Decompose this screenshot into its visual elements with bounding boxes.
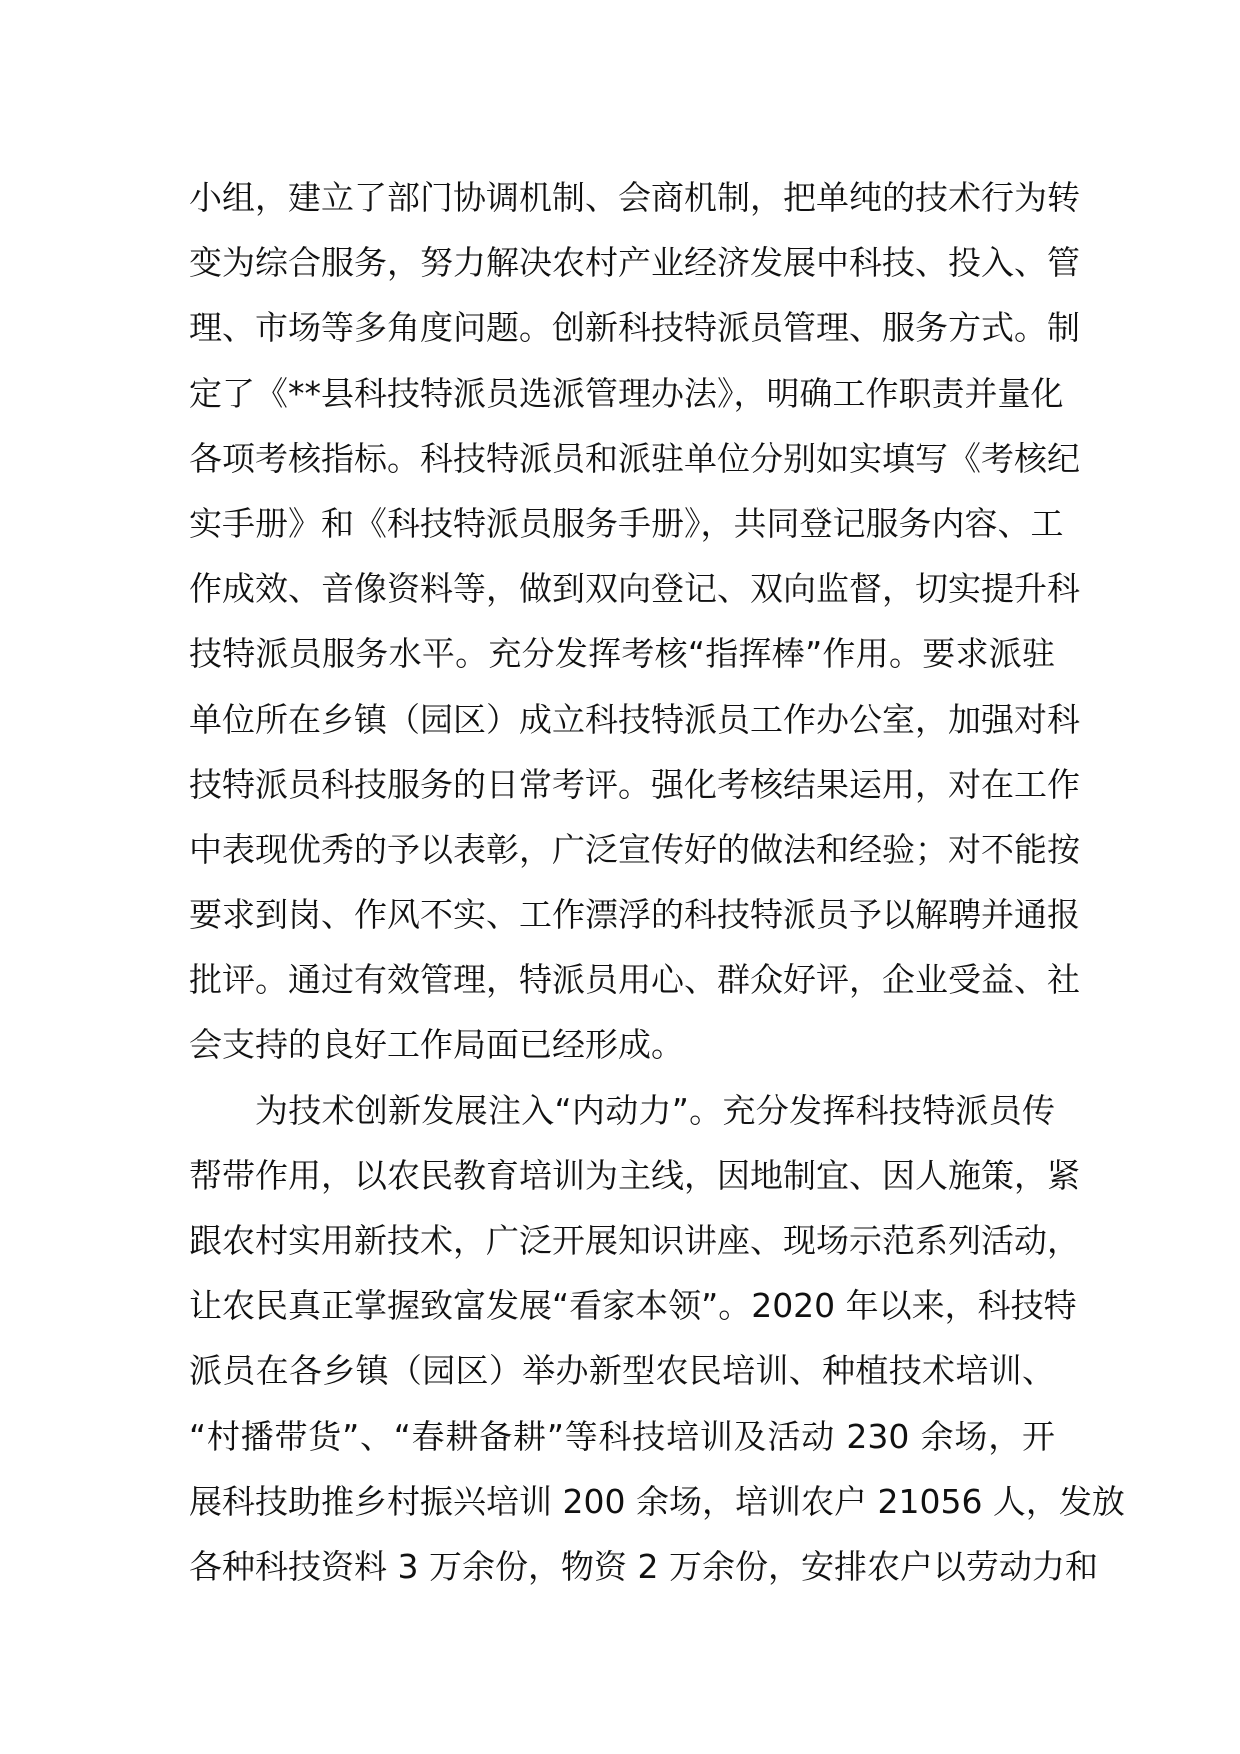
paragraph-1 bbox=[189, 165, 1080, 1078]
paragraph-line: 批评。通过有效管理，特派员用心、群众好评，企业受益、社 bbox=[189, 960, 1080, 1000]
paragraph-line: 要求到岗、作风不实、工作漂浮的科技特派员予以解聘并通报 bbox=[189, 895, 1080, 935]
paragraph-line: 各种科技资料 3 万余份，物资 2 万余份，安排农户以劳动力和 bbox=[189, 1546, 1098, 1586]
paragraph-line: 让农民真正掌握致富发展“看家本领”。2020 年以来，科技特 bbox=[189, 1286, 1077, 1326]
paragraph-line: 技特派员服务水平。充分发挥考核“指挥棒”作用。要求派驻 bbox=[189, 634, 1055, 674]
paragraph-line: “村播带货”、“春耕备耕”等科技培训及活动 230 余场，开 bbox=[189, 1416, 1055, 1456]
paragraph-2 bbox=[189, 1078, 1125, 1600]
paragraph-line: 派员在各乡镇（园区）举办新型农民培训、种植技术培训、 bbox=[189, 1351, 1055, 1391]
paragraph-line: 中表现优秀的予以表彰，广泛宣传好的做法和经验；对不能按 bbox=[189, 829, 1080, 869]
document-body bbox=[189, 165, 1125, 1599]
paragraph-line: 会支持的良好工作局面已经形成。 bbox=[189, 1025, 684, 1065]
paragraph-line: 跟农村实用新技术，广泛开展知识讲座、现场示范系列活动， bbox=[189, 1221, 1080, 1260]
paragraph-line: 定了《**县科技特派员选派管理办法》，明确工作职责并量化 bbox=[189, 373, 1064, 413]
paragraph-line: 作成效、音像资料等，做到双向登记、双向监督，切实提升科 bbox=[189, 569, 1080, 609]
paragraph-line: 帮带作用，以农民教育培训为主线，因地制宜、因人施策，紧 bbox=[189, 1155, 1080, 1195]
paragraph-line: 各项考核指标。科技特派员和派驻单位分别如实填写《考核纪 bbox=[189, 438, 1080, 478]
paragraph-line: 小组，建立了部门协调机制、会商机制，把单纯的技术行为转 bbox=[189, 178, 1080, 217]
paragraph-line: 技特派员科技服务的日常考评。强化考核结果运用，对在工作 bbox=[189, 764, 1080, 804]
paragraph-line: 单位所在乡镇（园区）成立科技特派员工作办公室，加强对科 bbox=[189, 699, 1080, 739]
paragraph-first-line: 为技术创新发展注入“内动力”。充分发挥科技特派员传 bbox=[255, 1090, 1055, 1130]
paragraph-line: 实手册》和《科技特派员服务手册》，共同登记服务内容、工 bbox=[189, 503, 1064, 543]
paragraph-line: 展科技助推乡村振兴培训 200 余场，培训农户 21056 人，发放 bbox=[189, 1481, 1125, 1521]
paragraph-line: 变为综合服务，努力解决农村产业经济发展中科技、投入、管 bbox=[189, 243, 1080, 283]
paragraph-line: 理、市场等多角度问题。创新科技特派员管理、服务方式。制 bbox=[189, 308, 1080, 348]
